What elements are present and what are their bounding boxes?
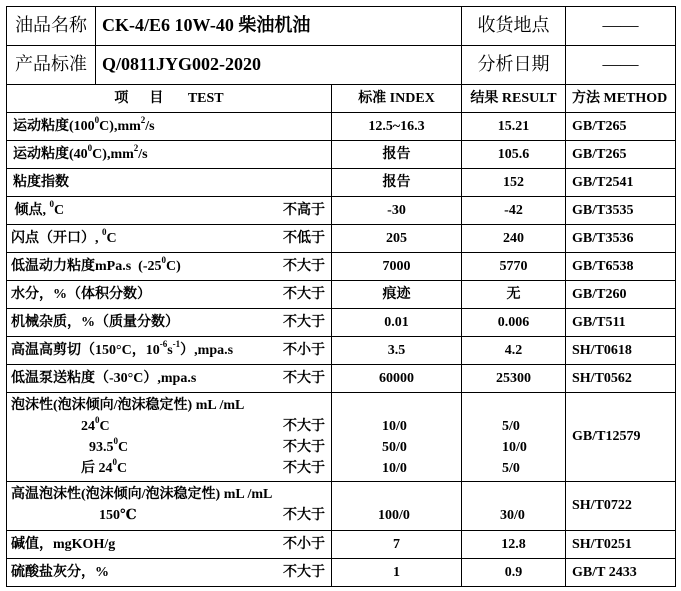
index-value: 60000 (332, 365, 462, 393)
result-value: 0.9 (462, 559, 566, 587)
foam-method: GB/T12579 (566, 393, 676, 482)
foam-index: 10/0 50/0 10/0 (332, 393, 462, 482)
condition-label: 不大于 (283, 507, 325, 523)
table-row (7, 559, 676, 587)
test-item: 低温泵送粘度（-30°C）,mpa.s 不大于 (7, 365, 332, 393)
result-value: 4.2 (462, 337, 566, 365)
test-item: 碱值，mgKOH/g 不小于 (7, 531, 332, 559)
hfoam-item: 高温泡沫性(泡沫倾向/泡沫稳定性) mL /mL 150℃ 不大于 (7, 482, 332, 531)
test-item: 运动粘度$(100^0C),mm^2/s$ (7, 113, 332, 141)
hfoam-title: 高温泡沫性(泡沫倾向/泡沫稳定性) mL /mL (11, 486, 273, 502)
product-name-label: 油品名称 (7, 7, 96, 46)
result-value: 105.6 (462, 141, 566, 169)
condition-label: 不小于 (283, 536, 325, 552)
test-item: 低温动力粘度mPa.s $(-25^0C)$ 不大于 (7, 253, 332, 281)
foam-item: 泡沫性(泡沫倾向/泡沫稳定性) mL /mL $24^0C$ 不大于 93.5$^0$C 不大于 后 $24^0C$ 不大于 (7, 393, 332, 482)
method-value: SH/T0251 (566, 531, 676, 559)
table-row (7, 281, 676, 309)
condition-label: 不大于 (283, 418, 325, 434)
column-header-item: 项 目 TEST (7, 85, 332, 113)
method-value: SH/T0562 (566, 365, 676, 393)
index-value: -30 (332, 197, 462, 225)
table-row (7, 531, 676, 559)
receive-place-value: —— (566, 7, 676, 46)
index-value: 痕迹 (332, 281, 462, 309)
receive-place-label: 收货地点 (462, 7, 566, 46)
result-value: 12.8 (462, 531, 566, 559)
method-value: GB/T3535 (566, 197, 676, 225)
table-row (7, 169, 676, 197)
condition-label: 不高于 (283, 202, 325, 218)
column-header-method: 方法 METHOD (566, 85, 676, 113)
method-value: GB/T511 (566, 309, 676, 337)
table-row (7, 309, 676, 337)
result-value: 0.006 (462, 309, 566, 337)
condition-label: 不低于 (283, 230, 325, 246)
condition-label: 不大于 (283, 314, 325, 330)
index-value: 205 (332, 225, 462, 253)
hfoam-row (7, 482, 676, 531)
test-item: 粘度指数 (7, 169, 332, 197)
index-value: 报告 (332, 141, 462, 169)
test-item: 水分，%（体积分数） 不大于 (7, 281, 332, 309)
result-value: 240 (462, 225, 566, 253)
hfoam-result: 30/0 (462, 482, 566, 531)
product-name-value: CK-4/E6 10W-40 柴油机油 (96, 7, 462, 46)
hfoam-index: 100/0 (332, 482, 462, 531)
method-value: GB/T2541 (566, 169, 676, 197)
index-value: 报告 (332, 169, 462, 197)
test-item: 闪点（开口）, $^0$C 不低于 (7, 225, 332, 253)
analysis-date-label: 分析日期 (462, 46, 566, 85)
index-value: 12.5~16.3 (332, 113, 462, 141)
index-value: 1 (332, 559, 462, 587)
condition-label: 不小于 (283, 342, 325, 358)
method-value: GB/T265 (566, 141, 676, 169)
method-value: SH/T0618 (566, 337, 676, 365)
method-value: GB/T265 (566, 113, 676, 141)
condition-label: 不大于 (283, 564, 325, 580)
result-value: 25300 (462, 365, 566, 393)
method-value: GB/T3536 (566, 225, 676, 253)
test-item: 运动粘度$(40^0C),mm^2/s$ (7, 141, 332, 169)
result-value: 15.21 (462, 113, 566, 141)
foam-title: 泡沫性(泡沫倾向/泡沫稳定性) mL /mL (11, 397, 245, 413)
analysis-date-value: —— (566, 46, 676, 85)
column-header-index: 标准 INDEX (332, 85, 462, 113)
condition-label: 不大于 (283, 286, 325, 302)
index-value: 0.01 (332, 309, 462, 337)
test-item: 高温高剪切（150°C，$10^{-6}s^{-1}),mpa.s$ 不小于 (7, 337, 332, 365)
result-value: 5770 (462, 253, 566, 281)
table-row (7, 113, 676, 141)
table-row (7, 141, 676, 169)
product-standard-value: Q/0811JYG002-2020 (96, 46, 462, 85)
test-item: 硫酸盐灰分，% 不大于 (7, 559, 332, 587)
analysis-report-table (6, 6, 676, 587)
result-value: -42 (462, 197, 566, 225)
result-value: 152 (462, 169, 566, 197)
hfoam-method: SH/T0722 (566, 482, 676, 531)
table-row (7, 197, 676, 225)
method-value: GB/T260 (566, 281, 676, 309)
index-value: 7 (332, 531, 462, 559)
foam-result: 5/0 10/0 5/0 (462, 393, 566, 482)
index-value: 3.5 (332, 337, 462, 365)
foam-row (7, 393, 676, 482)
condition-label: 不大于 (283, 370, 325, 386)
table-row (7, 225, 676, 253)
test-item: 倾点, $^0$C 不高于 (7, 197, 332, 225)
table-row (7, 365, 676, 393)
method-value: GB/T 2433 (566, 559, 676, 587)
method-value: GB/T6538 (566, 253, 676, 281)
index-value: 7000 (332, 253, 462, 281)
test-item: 机械杂质，%（质量分数） 不大于 (7, 309, 332, 337)
result-value: 无 (462, 281, 566, 309)
column-header-result: 结果 RESULT (462, 85, 566, 113)
condition-label: 不大于 (283, 439, 325, 455)
condition-label: 不大于 (283, 258, 325, 274)
table-row (7, 337, 676, 365)
product-standard-label: 产品标准 (7, 46, 96, 85)
table-row (7, 253, 676, 281)
condition-label: 不大于 (283, 460, 325, 476)
